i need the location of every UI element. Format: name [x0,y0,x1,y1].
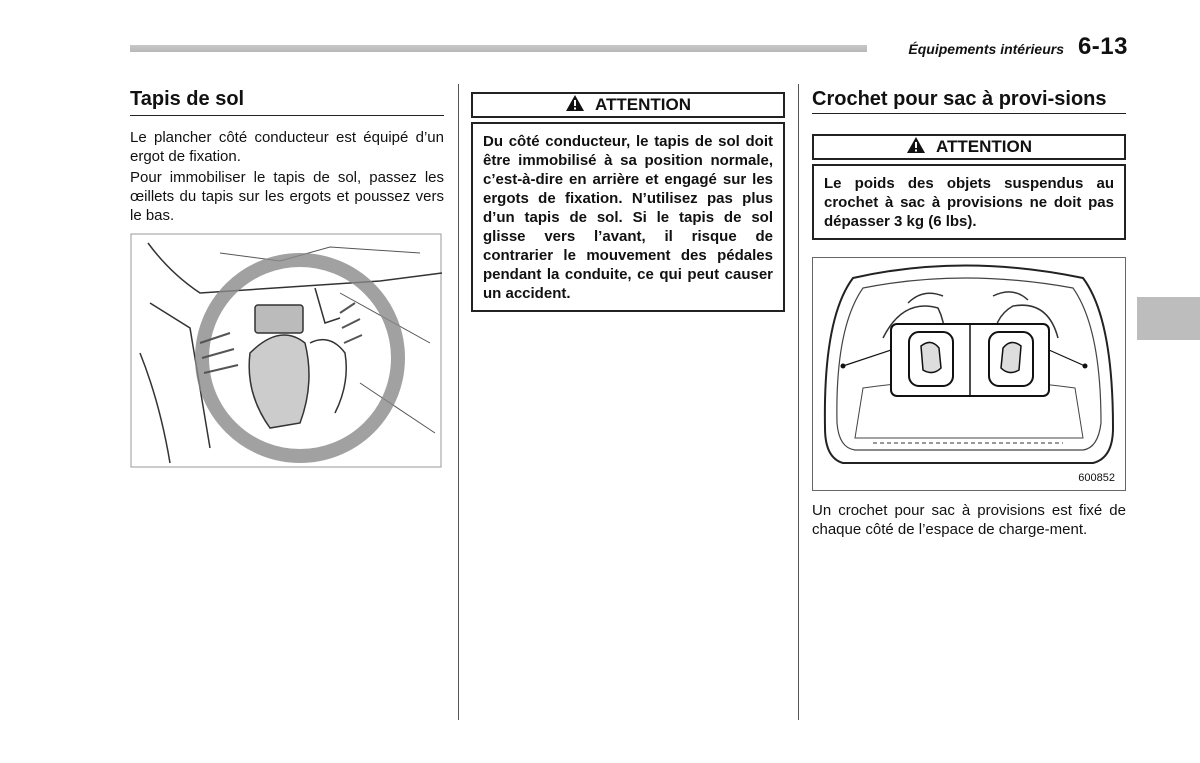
grocery-hook-caption: Un crochet pour sac à provisions est fixé de chaque côté de l’espace de charge-ment. [812,502,1126,538]
column-divider-2 [798,84,799,720]
warning-triangle-icon [565,94,585,117]
grocery-hook-section [812,88,1126,539]
warning-triangle-icon [906,136,926,159]
chapter-tab [1137,297,1200,340]
section-title: Équipements intérieurs [908,41,1064,57]
attention-header-2 [812,134,1126,160]
attention-label: ATTENTION [594,95,691,114]
floor-mat-para-2: Pour immobiliser le tapis de sol, passez les œillets du tapis sur les ergots et poussez vers le bas. [130,169,444,224]
header-rule [130,45,867,52]
floor-mat-para-1: Le plancher côté conducteur est équipé d’un ergot de fixation. [130,129,444,165]
attention-text: Du côté conducteur, le tapis de sol doit être immobilisé à sa position normale, c’est-à-dire en arrière et engagé sur les ergots de fixation. N’utilisez pas plus d’un tapis de sol. Si le tapis de sol glisse vers l’avant, il risque de contrarier le mouvement des pédales pendant la conduite, ce qui peut causer un accident. [471,122,785,312]
figure-code: 600852 [1078,472,1115,484]
cargo-area-illustration [812,257,1126,491]
grocery-hook-warning [812,134,1126,240]
floor-mat-illustration [130,233,442,468]
page-number: 6-13 [1077,33,1128,60]
floor-mat-warning [471,92,785,312]
floor-mat-section [130,88,444,468]
attention-header [471,92,785,118]
attention-label: ATTENTION [935,137,1032,156]
grocery-hook-heading: Crochet pour sac à provi-sions [812,88,1126,114]
column-divider-1 [458,84,459,720]
floor-mat-heading: Tapis de sol [130,88,444,116]
attention-text-2: Le poids des objets suspendus au crochet à sac à provisions ne doit pas dépasser 3 kg (6 lbs). [812,164,1126,240]
